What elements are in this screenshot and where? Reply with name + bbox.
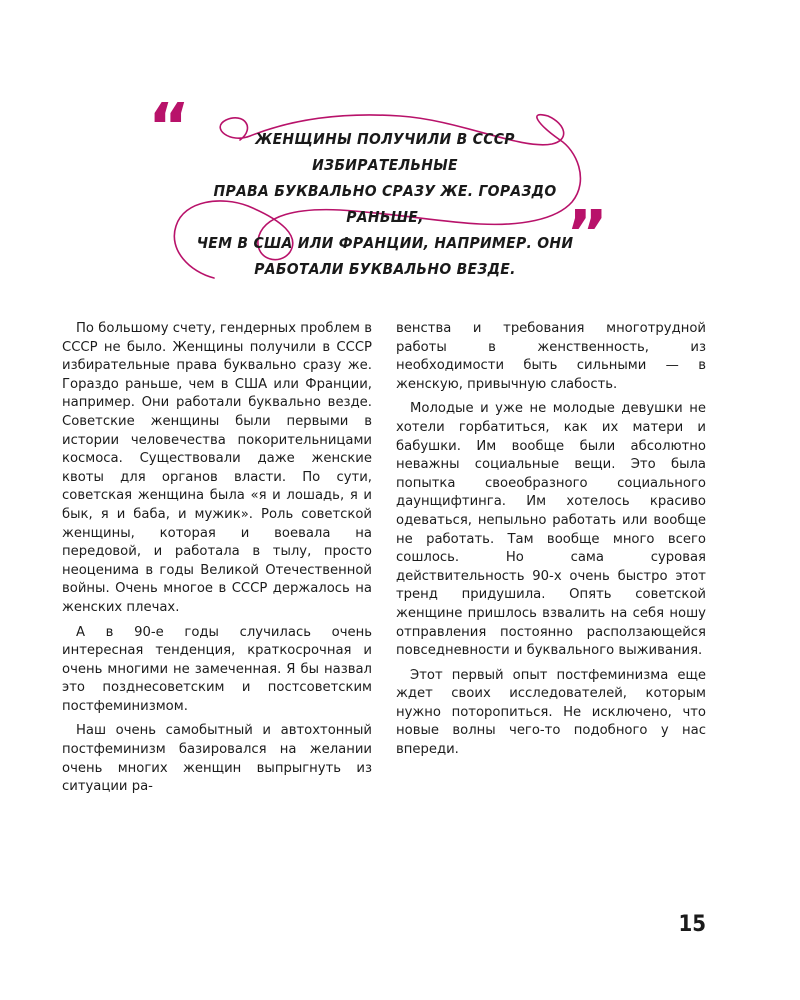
paragraph-continuation: венства и требования многотрудной работы в женственность, из необходимости быть сильными — в женскую, привычную слабость. <box>396 321 706 392</box>
article-body <box>62 320 706 797</box>
quote-text <box>180 126 590 282</box>
quote-open-mark: “ <box>148 91 185 165</box>
quote-close-mark: ” <box>566 198 603 272</box>
paragraph: А в 90-е годы случилась очень интересная тенденция, краткосрочная и очень многими не замеченная. Я бы назвал это позднесоветским и постсоветским постфеминизмом. <box>62 624 372 714</box>
paragraph: Наш очень самобытный и автохтонный постфеминизм базировался на желании очень многих женщин выпрыгнуть из ситуации ра- <box>62 723 372 795</box>
paragraph: Этот первый опыт постфеминизма еще ждет своих исследователей, которым нужно поторопиться. Не исключено, что новые волны чего-то подобного у нас впереди. <box>396 667 706 758</box>
column-left <box>62 320 372 797</box>
quote-line: ЖЕНЩИНЫ ПОЛУЧИЛИ В СССР ИЗБИРАТЕЛЬНЫЕ <box>255 130 515 174</box>
quote-line: ЧЕМ В США ИЛИ ФРАНЦИИ, НАПРИМЕР. ОНИ <box>196 234 574 252</box>
quote-line: РАБОТАЛИ БУКВАЛЬНО ВЕЗДЕ. <box>254 260 516 278</box>
quote-line: ПРАВА БУКВАЛЬНО СРАЗУ ЖЕ. ГОРАЗДО РАНЬШЕ, <box>213 182 557 226</box>
paragraph: Молодые и уже не молодые девушки не хотели горбатиться, как их матери и бабушки. Им вообще были абсолютно неважны социальные вещи. Это была попытка своеобразного социального даунщифтинга. Им хотелось красиво одеваться, непыльно работать или вообще не работать. Там вообще много всего сошлось. Но сама суровая действительность 90-х очень быстро этот тренд придушила. Опять советской женщине пришлось взвалить на себя ношу отправления постоянно расползающейся повседневности и буквального выживания. <box>396 401 706 659</box>
column-right <box>396 320 706 797</box>
paragraph: По большому счету, гендерных проблем в СССР не было. Женщины получили в СССР избирательные права буквально сразу же. Гораздо раньше, чем в США или Франции, например. Они работали буквально везде. Советские женщины были первыми в истории человечества покорительницами космоса. Существовали даже женские квоты для органов власти. По сути, советская женщина была «я и лошадь, я и бык, я и баба, и мужик». Роль советской женщины, которая и воевала на передовой, и работала в тылу, просто неоценима в годы Великой Отечественной войны. Очень многое в СССР держалось на женских плечах. <box>62 321 372 615</box>
pull-quote <box>0 0 800 300</box>
page-number: 15 <box>678 912 706 937</box>
